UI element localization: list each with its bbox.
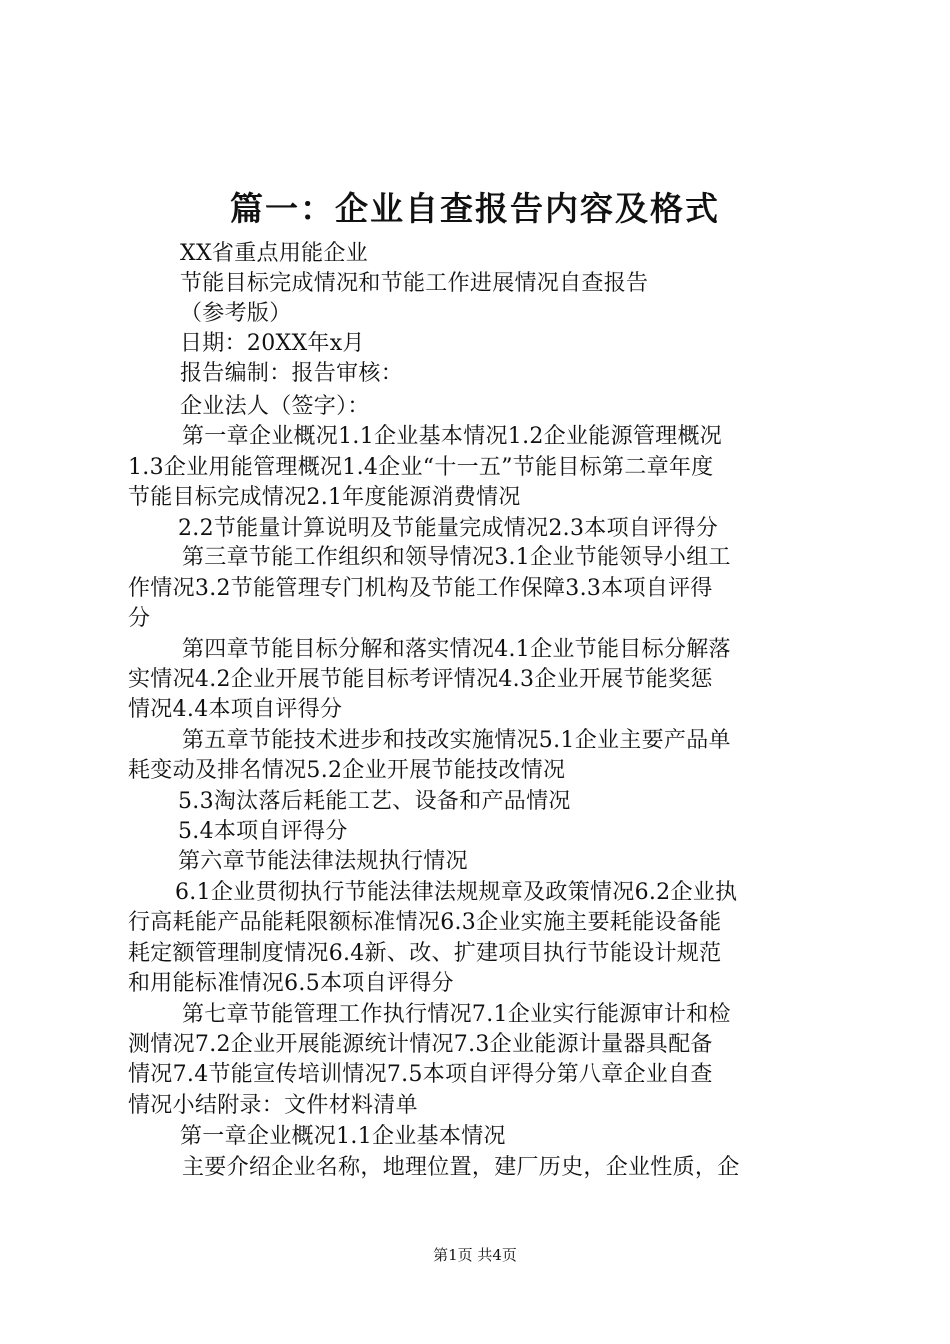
toc-ch3-line-3: 分 xyxy=(128,606,151,631)
toc-ch1-line-2: 1.3企业用能管理概况1.4企业“十一五”节能目标第二章年度 xyxy=(128,455,714,480)
toc-ch1-line-3: 节能目标完成情况2.1年度能源消费情况 xyxy=(128,485,521,510)
toc-ch3-line-1: 第三章节能工作组织和领导情况3.1企业节能领导小组工 xyxy=(182,545,731,570)
toc-ch6-title: 第六章节能法律法规执行情况 xyxy=(178,849,468,874)
toc-ch4-line-2: 实情况4.2企业开展节能目标考评情况4.3企业开展节能奖惩 xyxy=(128,667,713,692)
toc-ch7-line-2: 测情况7.2企业开展能源统计情况7.3企业能源计量器具配备 xyxy=(128,1032,713,1057)
header-province-line: XX省重点用能企业 xyxy=(180,241,369,266)
toc-ch7-line-4: 情况小结附录：文件材料清单 xyxy=(128,1093,418,1118)
toc-ch6-line-1: 6.1企业贯彻执行节能法律法规规章及政策情况6.2企业执 xyxy=(175,880,738,905)
toc-ch6-line-4: 和用能标准情况6.5本项自评得分 xyxy=(128,971,454,996)
toc-ch6-line-2: 行高耗能产品能耗限额标准情况6.3企业实施主要耗能设备能 xyxy=(128,910,722,935)
header-editor-line: 报告编制：报告审核： xyxy=(180,361,404,386)
toc-ch4-line-1: 第四章节能目标分解和落实情况4.1企业节能目标分解落 xyxy=(182,637,731,662)
toc-ch4-line-3: 情况4.4本项自评得分 xyxy=(128,697,343,722)
header-edition-line: （参考版） xyxy=(180,301,292,326)
toc-ch5-line-1: 第五章节能技术进步和技改实施情况5.1企业主要产品单 xyxy=(182,728,731,753)
header-date-line: 日期：20XX年x月 xyxy=(180,331,365,356)
document-title: 篇一：企业自查报告内容及格式 xyxy=(230,189,720,228)
header-report-title-line: 节能目标完成情况和节能工作进展情况自查报告 xyxy=(180,271,649,296)
section-ch1-heading: 第一章企业概况1.1企业基本情况 xyxy=(180,1124,506,1149)
header-legal-rep-line: 企业法人（签字）： xyxy=(180,394,370,419)
section-ch1-intro: 主要介绍企业名称，地理位置，建厂历史，企业性质，企 xyxy=(182,1155,740,1180)
toc-ch7-line-3: 情况7.4节能宣传培训情况7.5本项自评得分第八章企业自查 xyxy=(128,1062,713,1087)
toc-ch5-line-2: 耗变动及排名情况5.2企业开展节能技改情况 xyxy=(128,758,566,783)
toc-ch2-items: 2.2节能量计算说明及节能量完成情况2.3本项自评得分 xyxy=(178,516,719,541)
toc-ch7-line-1: 第七章节能管理工作执行情况7.1企业实行能源审计和检 xyxy=(182,1002,731,1027)
toc-ch6-line-3: 耗定额管理制度情况6.4新、改、扩建项目执行节能设计规范 xyxy=(128,941,722,966)
toc-ch3-line-2: 作情况3.2节能管理专门机构及节能工作保障3.3本项自评得 xyxy=(128,576,713,601)
toc-ch1-line-1: 第一章企业概况1.1企业基本情况1.2企业能源管理概况 xyxy=(182,424,723,449)
toc-ch5-3: 5.3淘汰落后耗能工艺、设备和产品情况 xyxy=(178,789,571,814)
toc-ch5-4: 5.4本项自评得分 xyxy=(178,819,348,844)
page-number: 第1页 共4页 xyxy=(433,1246,517,1264)
